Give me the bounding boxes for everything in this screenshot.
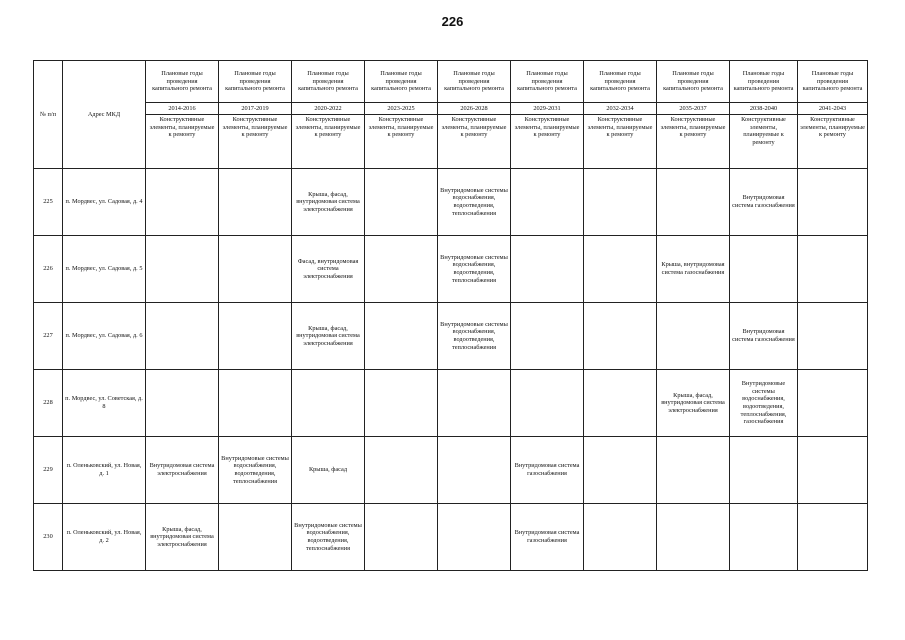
row-address: п. Оленьковский, ул. Новая, д. 1	[63, 437, 146, 504]
repair-elements-cell	[584, 437, 657, 504]
repair-elements-cell	[730, 236, 798, 303]
repair-elements-cell	[146, 370, 219, 437]
repair-elements-cell	[146, 303, 219, 370]
repair-elements-cell	[438, 370, 511, 437]
repair-elements-cell: Внутридомовые системы водоснабжения, водоотведения, теплоснабжения	[438, 236, 511, 303]
header-period-title: Плановые годы проведения капитального ремонта	[511, 61, 584, 103]
header-period-title: Плановые годы проведения капитального ремонта	[730, 61, 798, 103]
header-elements: Конструктивные элементы, планируемые к ремонту	[365, 115, 438, 169]
repair-elements-cell	[584, 303, 657, 370]
row-address: п. Мордвес, ул. Садовая, д. 6	[63, 303, 146, 370]
repair-elements-cell: Внутридомовая система электроснабжения	[146, 437, 219, 504]
repair-elements-cell	[146, 236, 219, 303]
repair-elements-cell: Крыша, фасад	[292, 437, 365, 504]
header-years: 2032-2034	[584, 103, 657, 115]
repair-elements-cell	[438, 504, 511, 571]
repair-elements-cell	[511, 169, 584, 236]
repair-elements-cell: Крыша, внутридомовая система газоснабжения	[657, 236, 730, 303]
repair-elements-cell	[365, 370, 438, 437]
row-address: п. Мордвес, ул. Садовая, д. 5	[63, 236, 146, 303]
row-number: 229	[34, 437, 63, 504]
header-row-titles	[34, 61, 868, 103]
page-number: 226	[441, 14, 464, 29]
repair-elements-cell	[584, 169, 657, 236]
repair-elements-cell	[584, 504, 657, 571]
row-number: 225	[34, 169, 63, 236]
table-row	[34, 437, 868, 504]
header-years: 2017-2019	[219, 103, 292, 115]
table-row	[34, 236, 868, 303]
row-number: 230	[34, 504, 63, 571]
repair-elements-cell	[219, 236, 292, 303]
header-elements: Конструктивные элементы, планируемые к ремонту	[730, 115, 798, 169]
header-elements: Конструктивные элементы, планируемые к ремонту	[438, 115, 511, 169]
repair-elements-cell	[798, 370, 868, 437]
table-row	[34, 169, 868, 236]
repair-elements-cell: Фасад, внутридомовая система электроснабжения	[292, 236, 365, 303]
header-num: № п/п	[34, 61, 63, 169]
repair-elements-cell: Внутридомовые системы водоснабжения, водоотведения, теплоснабжения	[438, 303, 511, 370]
repair-elements-cell	[798, 504, 868, 571]
table-row	[34, 504, 868, 571]
repair-elements-cell	[438, 437, 511, 504]
repair-elements-cell: Крыша, фасад, внутридомовая система электроснабжения	[146, 504, 219, 571]
repair-elements-cell: Внутридомовая система газоснабжения	[730, 169, 798, 236]
repair-elements-cell	[365, 303, 438, 370]
repair-elements-cell	[798, 236, 868, 303]
header-elements: Конструктивные элементы, планируемые к ремонту	[292, 115, 365, 169]
header-period-title: Плановые годы проведения капитального ремонта	[146, 61, 219, 103]
repair-elements-cell	[146, 169, 219, 236]
row-address: п. Мордвес, ул. Садовая, д. 4	[63, 169, 146, 236]
row-number: 228	[34, 370, 63, 437]
repair-elements-cell	[584, 370, 657, 437]
repair-elements-cell	[292, 370, 365, 437]
repair-elements-cell: Крыша, фасад, внутридомовая система электроснабжения	[657, 370, 730, 437]
repair-elements-cell	[511, 370, 584, 437]
header-row-years	[34, 103, 868, 115]
repair-elements-cell	[584, 236, 657, 303]
repair-elements-cell	[365, 437, 438, 504]
header-elements: Конструктивные элементы, планируемые к ремонту	[798, 115, 868, 169]
repair-elements-cell: Внутридомовая система газоснабжения	[511, 504, 584, 571]
header-address: Адрес МКД	[63, 61, 146, 169]
header-period-title: Плановые годы проведения капитального ремонта	[657, 61, 730, 103]
header-elements: Конструктивные элементы, планируемые к ремонту	[657, 115, 730, 169]
row-number: 227	[34, 303, 63, 370]
header-years: 2020-2022	[292, 103, 365, 115]
repair-elements-cell	[219, 303, 292, 370]
header-elements: Конструктивные элементы, планируемые к ремонту	[511, 115, 584, 169]
repair-elements-cell	[730, 437, 798, 504]
header-years: 2029-2031	[511, 103, 584, 115]
capital-repair-table	[33, 60, 868, 571]
repair-elements-cell	[730, 504, 798, 571]
repair-elements-cell	[657, 303, 730, 370]
repair-elements-cell	[219, 370, 292, 437]
repair-elements-cell	[798, 437, 868, 504]
header-period-title: Плановые годы проведения капитального ремонта	[798, 61, 868, 103]
repair-elements-cell: Внутридомовая система газоснабжения	[511, 437, 584, 504]
header-period-title: Плановые годы проведения капитального ремонта	[365, 61, 438, 103]
header-elements: Конструктивные элементы, планируемые к ремонту	[584, 115, 657, 169]
repair-elements-cell	[511, 303, 584, 370]
repair-elements-cell	[219, 169, 292, 236]
header-elements: Конструктивные элементы, планируемые к ремонту	[219, 115, 292, 169]
repair-elements-cell	[657, 437, 730, 504]
repair-elements-cell	[511, 236, 584, 303]
header-years: 2035-2037	[657, 103, 730, 115]
repair-elements-cell: Внутридомовые системы водоснабжения, водоотведения, теплоснабжения	[219, 437, 292, 504]
table-row	[34, 370, 868, 437]
repair-elements-cell	[365, 169, 438, 236]
header-period-title: Плановые годы проведения капитального ремонта	[219, 61, 292, 103]
repair-elements-cell: Внутридомовые системы водоснабжения, водоотведения, теплоснабжения	[292, 504, 365, 571]
table-header	[34, 61, 868, 169]
header-years: 2038-2040	[730, 103, 798, 115]
header-period-title: Плановые годы проведения капитального ремонта	[292, 61, 365, 103]
header-period-title: Плановые годы проведения капитального ремонта	[438, 61, 511, 103]
repair-elements-cell	[657, 169, 730, 236]
repair-elements-cell: Крыша, фасад, внутридомовая система электроснабжения	[292, 169, 365, 236]
table-body	[34, 169, 868, 571]
header-years: 2026-2028	[438, 103, 511, 115]
repair-elements-cell	[219, 504, 292, 571]
repair-elements-cell: Внутридомовые системы водоснабжения, водоотведения, теплоснабжения, газоснабжения	[730, 370, 798, 437]
row-address: п. Мордвес, ул. Советская, д. 8	[63, 370, 146, 437]
repair-elements-cell: Крыша, фасад, внутридомовая система электроснабжения	[292, 303, 365, 370]
row-number: 226	[34, 236, 63, 303]
repair-elements-cell: Внутридомовая система газоснабжения	[730, 303, 798, 370]
repair-elements-cell	[798, 303, 868, 370]
repair-elements-cell	[365, 236, 438, 303]
table-row	[34, 303, 868, 370]
repair-elements-cell: Внутридомовые системы водоснабжения, водоотведения, теплоснабжения	[438, 169, 511, 236]
header-elements: Конструктивные элементы, планируемые к ремонту	[146, 115, 219, 169]
header-years: 2014-2016	[146, 103, 219, 115]
repair-elements-cell	[365, 504, 438, 571]
row-address: п. Оленьковский, ул. Новая, д. 2	[63, 504, 146, 571]
header-period-title: Плановые годы проведения капитального ремонта	[584, 61, 657, 103]
header-years: 2023-2025	[365, 103, 438, 115]
header-row-elements	[34, 115, 868, 169]
header-years: 2041-2043	[798, 103, 868, 115]
repair-elements-cell	[798, 169, 868, 236]
repair-elements-cell	[657, 504, 730, 571]
